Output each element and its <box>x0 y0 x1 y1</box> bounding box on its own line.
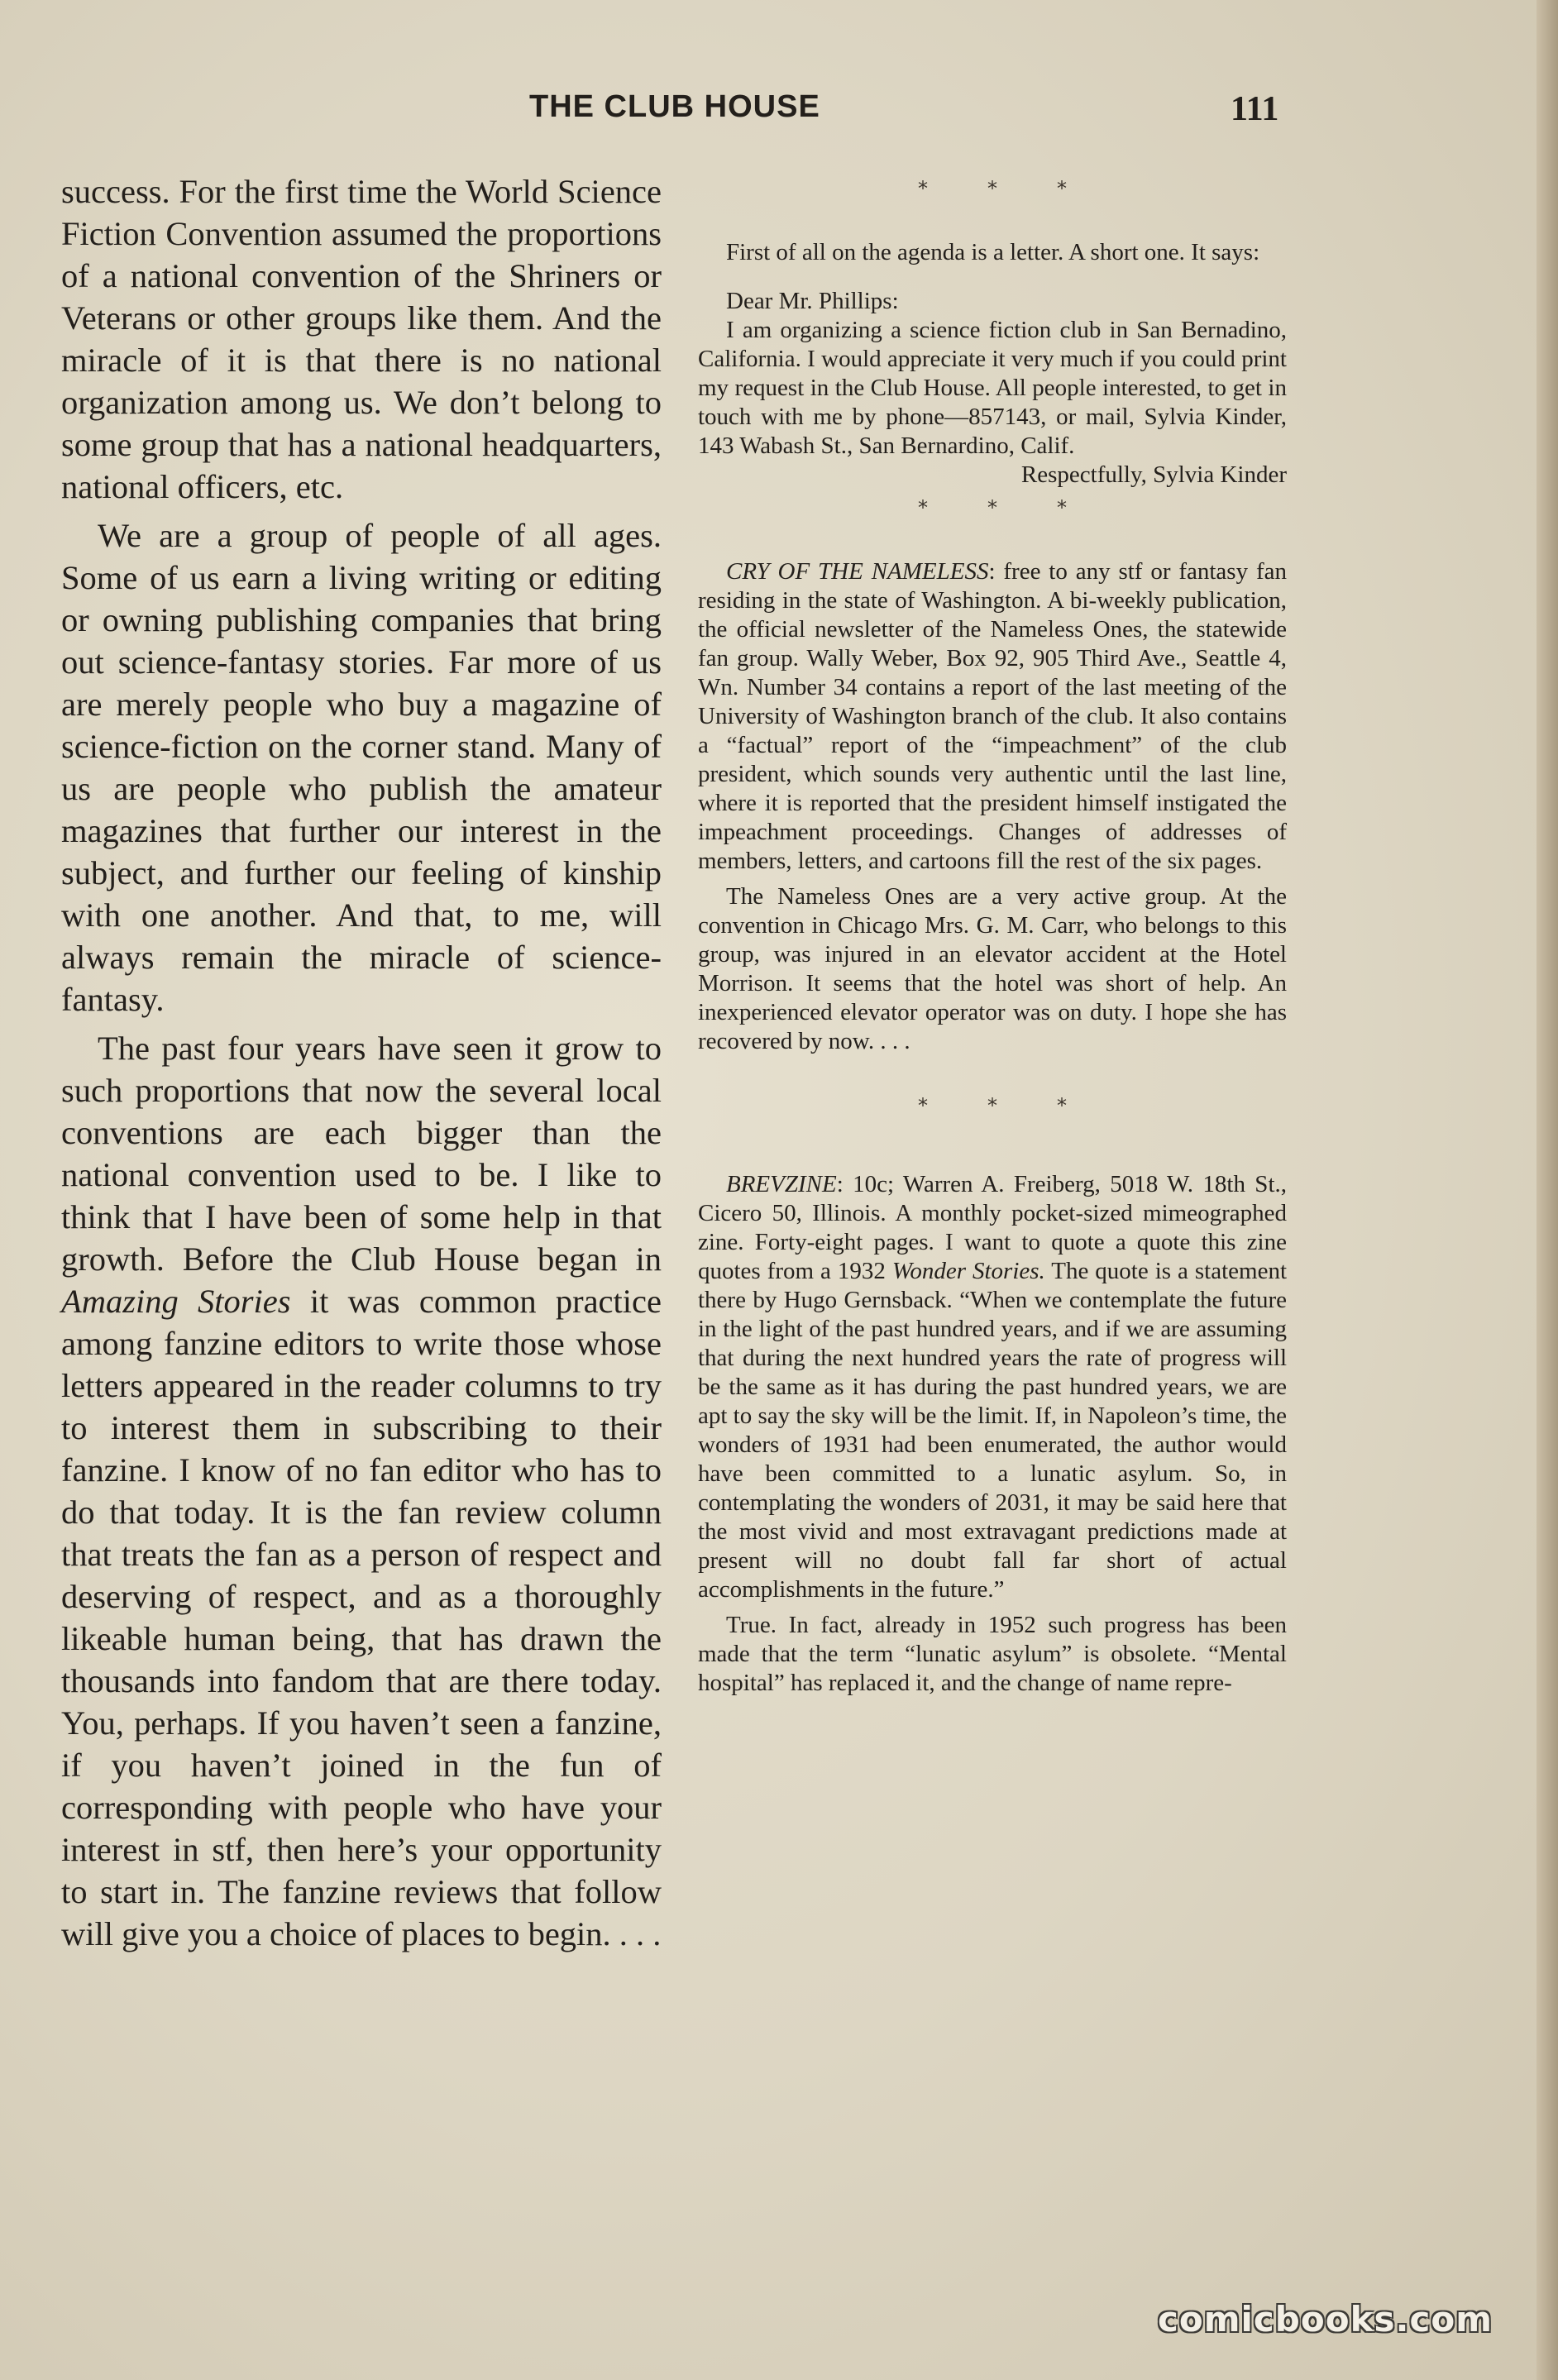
watermark: comicbooks.com <box>1158 2299 1493 2339</box>
review-text: The quote is a statement there by Hugo Gernsback. “When we contemplate the future in the light of the past hundred years, and if we are assuming that during the next hundred years the rate of progress will be the same as it has during the past hundred years, we are apt to say the sky will be the limit. If, in Napoleon’s time, the wonders of 1931 had been enumerated, the author would have been committed to a lunatic asylum. So, in contemplating the wonders of 2031, it may be said here that the most vivid and most extravagant predictions made at present will no doubt fall far short of actual accomplishments in the future.” <box>698 1258 1287 1603</box>
paragraph-text: We are a group of people of all ages. Some of us earn a living writing or editing or owning publishing companies that bring out science-fantasy stories. Far more of us are merely people who buy a magazine of science-fiction on the corner stand. Many of us are people who publish the amateur magazines that further our interest in the subject, and further our feeling of kinship with one another. And that, to me, will always remain the miracle of science-fantasy. <box>61 517 662 1018</box>
section-separator: * * * <box>918 1093 1067 1117</box>
review-paragraph: True. In fact, already in 1952 such progress has been made that the term “lunatic asylum” is obsolete. “Mental hospital” has replaced it, and the change of name repre- <box>698 1612 1287 1696</box>
paragraph-text: The past four years have seen it grow to such proportions that now the several local conventions are each bigger than the national convention used to be. I like to think that I have been of some help in that growth. Before the Club House began in <box>61 1030 662 1278</box>
right-column <box>698 170 1287 1698</box>
running-head <box>0 89 1558 139</box>
page-number: 111 <box>1231 90 1279 128</box>
section-separator: * * * <box>918 495 1067 519</box>
left-column <box>61 170 662 1962</box>
letter-body: I am organizing a science fiction club in San Bernadino, California. I would appreciate it very much if you could print my request in the Club House. All people interested, to get in touch with me by phone—857143, or mail, Sylvia Kinder, 143 Wabash St., San Bernardino, Calif. <box>698 317 1287 459</box>
magazine-title: Wonder Stories. <box>891 1258 1045 1284</box>
closing-word: Respectfully, <box>1020 461 1147 488</box>
paragraph-text: it was common practice among fanzine editors to write those whose letters appeared in the reader columns to try to interest them in subscribing to their fanzine. I know of no fan editor who has to do that today. It is the fan review column that treats the fan as a person of respect and deserving of respect, and as a thoroughly likeable human being, that has drawn the thousands into fandom that are there today. You, perhaps. If you haven’t seen a fanzine, if you haven’t joined in the fun of corresponding with people who have your interest in stf, then here’s your opportunity to start in. The fanzine reviews that follow will give you a choice of places to begin. . . . <box>61 1283 662 1952</box>
letter-closing <box>698 461 1287 490</box>
section-separator: * * * <box>918 176 1067 200</box>
review-text: : 10c; Warren A. Freiberg, 5018 W. 18th St., Cicero 50, Illinois. A monthly pocket-sized mimeographed zine. Forty-eight pages. I want to quote a quote this zine quotes from a 1932 <box>698 1171 1287 1284</box>
review-text: : free to any stf or fantasy fan residing in the state of Washington. A bi-weekly publication, the official newsletter of the Nameless Ones, the statewide fan group. Wally Weber, Box 92, 905 Third Ave., Seattle 4, Wn. Number 34 contains a report of the last meeting of the University of Washington branch of the club. It also contains a “factual” report of the “impeachment” of the club president, which sounds very authentic until the last line, where it is reported that the president himself instigated the impeachment proceedings. Changes of addresses of members, letters, and cartoons fill the rest of the six pages. <box>698 558 1287 874</box>
paragraph <box>61 1027 662 1955</box>
fanzine-title: CRY OF THE NAMELESS <box>726 558 989 585</box>
section-title: THE CLUB HOUSE <box>529 89 820 124</box>
page-edge <box>1536 0 1558 2380</box>
fanzine-title: BREVZINE <box>726 1171 837 1197</box>
letter-intro: First of all on the agenda is a letter. A short one. It says: <box>726 239 1260 265</box>
review-paragraph: The Nameless Ones are a very active group. At the convention in Chicago Mrs. G. M. Carr, who belongs to this group, was injured in an elevator accident at the Hotel Morrison. It seems that the hotel was short of help. An inexperienced elevator operator was on duty. I hope she has recovered by now. . . . <box>698 883 1287 1054</box>
review-cry-of-the-nameless <box>698 557 1287 876</box>
signature: Sylvia Kinder <box>1153 461 1287 488</box>
letter-salutation: Dear Mr. Phillips: <box>726 288 899 314</box>
paragraph: success. For the first time the World Science Fiction Convention assumed the proportions of a national convention of the Shriners or Veterans or other groups like them. And the miracle of it is that there is no national organization among us. We don’t belong to some group that has a national headquarters, national officers, etc. <box>61 173 662 505</box>
magazine-title: Amazing Stories <box>61 1283 291 1320</box>
paragraph <box>61 514 662 1020</box>
review-brevzine <box>698 1170 1287 1604</box>
